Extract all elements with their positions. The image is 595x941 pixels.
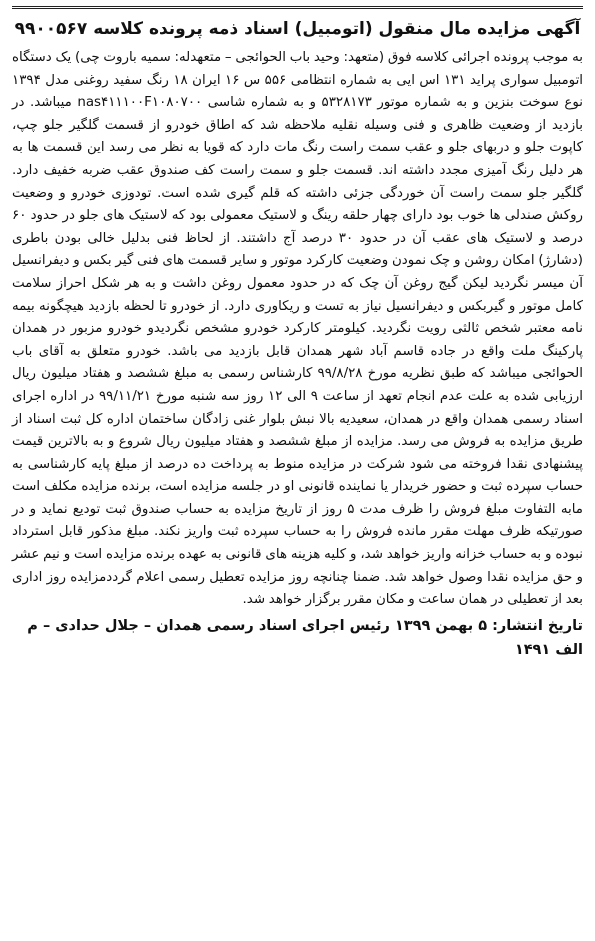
auction-notice — [8, 6, 587, 934]
top-divider — [12, 6, 583, 9]
notice-body: به موجب پرونده اجرائی کلاسه فوق (متعهد: وحید باب الحوائجی – متعهدله: سمیه باروت چی) یک دستگاه اتومبیل سواری پراید ۱۳۱ اس ایی به شماره انتظامی ۵۵۶ س ۱۶ ایران ۱۸ رنگ سفید روغنی مدل ۱۳۹۴ نوع سوخت بنزین و به شماره موتور ۵۳۲۸۱۷۳ و به شماره شاسی nas۴۱۱۱۰۰F۱۰۸۰۷۰۰ میباشد. در بازدید از وضعیت ظاهری و فنی وسیله نقلیه ملاحظه شد که اطاق خودرو از قسمت گلگیر جلو چپ، کاپوت جلو و دربهای جلو و عقب سمت راست رنگ مات دارد که قویا به نظر می رسد این قسمت ها به هر دلیل رنگ آمیزی مجدد داشته اند. قسمت جلو و سمت راست کف صندوق عقب ضربه خفیف دارد. گلگیر جلو سمت راست آن خوردگی جزئی داشته که قلم گیری شده است. تودوزی خودرو و وضعیت روکش صندلی ها خوب بود دارای چهار حلقه رینگ و لاستیک معمولی بود که لاستیک های جلو در حدود ۶۰ درصد و لاستیک های عقب آن در حدود ۳۰ درصد آج داشتند. از لحاظ فنی بدلیل خالی بودن باطری (دشارژ) امکان روشن و چک نمودن وضعیت کارکرد موتور و سایر قسمت های فنی گیر بکس و دیفرانسیل آن میسر نگردید لیکن گیج روغن آن چک که در حدود معمول روغن داشت و به هر شکل احراز سلامت کامل موتور و گیربکس و دیفرانسیل نیاز به تست و ریکاوری دارد. از خودرو تا لحظه بازدید هیچگونه بیمه نامه معتبر شخص ثالثی رویت نگردید. کیلومتر کارکرد خودرو مشخص نگردیدو خودرو مزبور در همدان پارکینگ ملت واقع در جاده قاسم آباد شهر همدان قابل بازدید می باشد. خودرو متعلق به آقای باب الحوائجی میباشد که طبق نظریه مورخ ۹۹/۸/۲۸ کارشناس رسمی به مبلغ ششصد و هفتاد میلیون ریال ارزیابی شده به علت عدم انجام تعهد از ساعت ۹ الی ۱۲ روز سه شنبه مورخ ۹۹/۱۱/۲۱ در اداره اجرای اسناد رسمی همدان واقع در همدان، سعیدیه بالا نبش بلوار غنی زادگان ساختمان اداره کل ثبت اسناد از طریق مزایده به فروش می رسد. مزایده از مبلغ ششصد و هفتاد میلیون ریال شروع و به بالاترین قیمت پیشنهادی نقدا فروخته می شود شرکت در مزایده منوط به پرداخت ده درصد از مبلغ پایه کارشناسی به حساب سپرده ثبت و حضور خریدار یا نماینده قانونی او در جلسه مزایده است، برنده مزایده مکلف است مابه التفاوت مبلغ فروش را ظرف مدت ۵ روز از تاریخ مزایده به حساب صندوق ثبت تودیع نماید و در صورتیکه ظرف مهلت مقرر مانده فروش را به حساب سپرده ثبت واریز نکند. مبلغ مذکور قابل استرداد نبوده و به حساب خزانه واریز خواهد شد، و کلیه هزینه های قانونی به عهده برنده مزایده است و نیم عشر و حق مزایده نقدا وصول خواهد شد. ضمنا چنانچه روز مزایده تعطیل رسمی اعلام گرددمزایده روز اداری بعد از تعطیلی در همان ساعت و مکان مقرر برگزار خواهد شد. — [12, 50, 584, 608]
notice-footer: تاریخ انتشار: ۵ بهمن ۱۳۹۹ رئیس اجرای اسناد رسمی همدان – جلال حدادی – م الف ۱۴۹۱ — [27, 617, 583, 658]
notice-title: آگهی مزایده مال منقول (اتومبیل) اسناد ذمه پرونده کلاسه ۹۹۰۰۵۶۷ — [14, 19, 581, 39]
